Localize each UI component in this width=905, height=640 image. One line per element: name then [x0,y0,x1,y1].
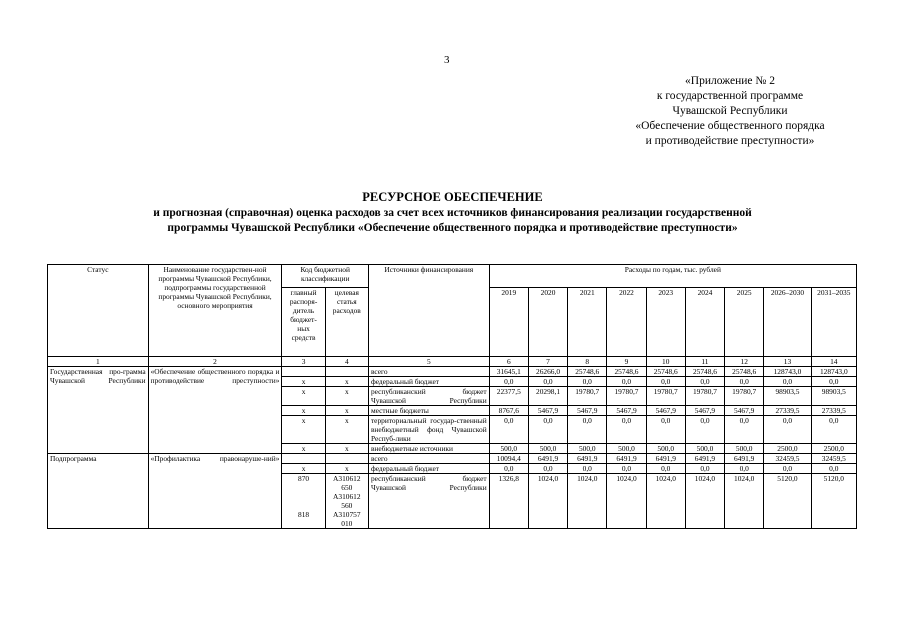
manager-code: 818 [298,510,310,519]
cell-value: 5120,0 [764,474,811,529]
cell-value: 1024,0 [528,474,567,529]
header-sources: Источники финансирования [368,265,489,357]
cell-value: 0,0 [568,416,607,444]
table-row [48,454,857,464]
cell-value: 0,0 [528,377,567,387]
cell-manager [282,474,325,529]
cell-source: местные бюджеты [368,406,489,416]
cell-value: 6491,9 [685,454,724,464]
cell-value: 0,0 [685,377,724,387]
cell-value: 0,0 [685,416,724,444]
column-number: 6 [489,357,528,367]
cell-source: республиканский бюджет Чувашской Республики [368,387,489,406]
cell-value: 0,0 [811,377,856,387]
appendix-line: «Приложение № 2 [685,75,775,87]
cell-value: 500,0 [607,444,646,454]
cell-manager [282,367,325,377]
cell-value: 0,0 [528,416,567,444]
target-code: 650 [341,483,353,492]
cell-value: 500,0 [489,444,528,454]
header-name: Наименование государствен-ной программы Чувашской Республики, подпрограммы государственной программы Чувашской Республики, основного мероприятия [148,265,282,357]
header-year: 2025 [725,288,764,357]
header-year: 2022 [607,288,646,357]
cell-value: 25748,6 [646,367,685,377]
cell-manager: x [282,406,325,416]
cell-value: 0,0 [811,416,856,444]
column-number: 10 [646,357,685,367]
cell-value: 500,0 [685,444,724,454]
resource-table [47,264,857,529]
appendix-line: и противодействие преступности» [645,135,815,147]
column-number: 7 [528,357,567,367]
cell-value: 0,0 [568,377,607,387]
cell-value: 0,0 [489,377,528,387]
cell-value: 0,0 [489,464,528,474]
cell-value: 20298,1 [528,387,567,406]
cell-value: 0,0 [685,464,724,474]
cell-value: 6491,9 [528,454,567,464]
column-number: 4 [325,357,368,367]
target-code: 010 [341,519,353,528]
cell-value: 1024,0 [725,474,764,529]
cell-value: 6491,9 [607,454,646,464]
column-number: 12 [725,357,764,367]
cell-value: 8767,6 [489,406,528,416]
cell-value: 0,0 [646,464,685,474]
cell-value: 0,0 [646,416,685,444]
cell-target: x [325,377,368,387]
cell-value: 98903,5 [764,387,811,406]
cell-source: федеральный бюджет [368,377,489,387]
cell-value: 0,0 [764,416,811,444]
header-budget-code: Код бюджетной классификации [282,265,369,288]
column-number: 8 [568,357,607,367]
cell-value: 98903,5 [811,387,856,406]
cell-value: 5467,9 [646,406,685,416]
header-year: 2026–2030 [764,288,811,357]
header-year: 2020 [528,288,567,357]
cell-value: 25748,6 [607,367,646,377]
cell-value: 25748,6 [568,367,607,377]
cell-target [325,454,368,464]
page-number: 3 [444,54,450,66]
column-number: 9 [607,357,646,367]
cell-target [325,474,368,529]
cell-target: x [325,464,368,474]
cell-target: x [325,406,368,416]
column-number: 14 [811,357,856,367]
cell-value: 0,0 [568,464,607,474]
cell-manager: x [282,416,325,444]
target-code: А310612 [333,474,361,483]
appendix-caption [590,74,870,149]
column-number: 3 [282,357,325,367]
cell-value: 5467,9 [685,406,724,416]
table-row [48,367,857,377]
manager-code: 870 [298,474,310,483]
header-manager: главный распоря-дитель бюджет-ных средств [282,288,325,357]
cell-value: 10094,4 [489,454,528,464]
cell-source: всего [368,454,489,464]
cell-value: 26266,0 [528,367,567,377]
cell-value: 500,0 [568,444,607,454]
cell-value: 19780,7 [607,387,646,406]
cell-value: 1024,0 [568,474,607,529]
cell-value: 22377,5 [489,387,528,406]
cell-value: 500,0 [646,444,685,454]
target-code: А310757 [333,510,361,519]
cell-value: 0,0 [489,416,528,444]
appendix-line: «Обеспечение общественного порядка [635,120,825,132]
cell-value: 25748,6 [685,367,724,377]
header-year: 2031–2035 [811,288,856,357]
cell-manager: x [282,387,325,406]
cell-target: x [325,416,368,444]
column-number: 5 [368,357,489,367]
cell-manager [282,454,325,464]
target-code: 560 [341,501,353,510]
cell-value: 6491,9 [646,454,685,464]
cell-value: 6491,9 [568,454,607,464]
header-target: целевая статья расходов [325,288,368,357]
column-number: 11 [685,357,724,367]
cell-value: 19780,7 [725,387,764,406]
header-year: 2021 [568,288,607,357]
cell-value: 32459,5 [764,454,811,464]
cell-value: 32459,5 [811,454,856,464]
cell-manager: x [282,444,325,454]
cell-value: 5467,9 [725,406,764,416]
header-status: Статус [48,265,149,357]
appendix-line: Чувашской Республики [672,105,788,117]
cell-value: 19780,7 [685,387,724,406]
subtitle-line: программы Чувашской Республики «Обеспечение общественного порядка и противодействие преступности» [167,222,738,234]
cell-value: 5467,9 [528,406,567,416]
cell-value: 500,0 [725,444,764,454]
column-number: 13 [764,357,811,367]
cell-source: всего [368,367,489,377]
cell-value: 0,0 [764,464,811,474]
cell-value: 1024,0 [646,474,685,529]
cell-value: 0,0 [607,416,646,444]
cell-value: 5467,9 [607,406,646,416]
cell-value: 1024,0 [607,474,646,529]
cell-value: 2500,0 [811,444,856,454]
cell-value: 0,0 [725,377,764,387]
cell-value: 0,0 [646,377,685,387]
cell-value: 0,0 [607,377,646,387]
cell-value: 19780,7 [568,387,607,406]
subprogram-status: Подпрограмма [48,454,149,529]
document-title: РЕСУРСНОЕ ОБЕСПЕЧЕНИЕ [362,190,543,204]
cell-value: 500,0 [528,444,567,454]
cell-value: 5467,9 [568,406,607,416]
document-subtitle [40,206,865,236]
cell-target: x [325,387,368,406]
cell-target: x [325,444,368,454]
cell-value: 128743,0 [811,367,856,377]
cell-source: внебюджетные источники [368,444,489,454]
header-expenses: Расходы по годам, тыс. рублей [489,265,856,288]
program-name: «Обеспечение общественного порядка и противодействие преступности» [148,367,282,454]
target-code: А310612 [333,492,361,501]
cell-value: 1024,0 [685,474,724,529]
cell-value: 31645,1 [489,367,528,377]
subprogram-name: «Профилактика правонаруше-ний» [148,454,282,529]
cell-manager: x [282,377,325,387]
cell-value: 5120,0 [811,474,856,529]
program-status: Государственная про-грамма Чувашской Республики [48,367,149,454]
cell-value: 0,0 [528,464,567,474]
cell-value: 0,0 [725,416,764,444]
header-year: 2023 [646,288,685,357]
cell-source: территориальный государ-ственный внебюджетный фонд Чувашской Респуб-лики [368,416,489,444]
cell-value: 27339,5 [811,406,856,416]
subtitle-line: и прогнозная (справочная) оценка расходов за счет всех источников финансирования реализации государственной [153,207,752,219]
cell-value: 25748,6 [725,367,764,377]
cell-value: 0,0 [811,464,856,474]
cell-manager: x [282,464,325,474]
cell-value: 19780,7 [646,387,685,406]
cell-value: 6491,9 [725,454,764,464]
cell-value: 27339,5 [764,406,811,416]
column-number: 1 [48,357,149,367]
cell-value: 128743,0 [764,367,811,377]
cell-value: 2500,0 [764,444,811,454]
header-year: 2024 [685,288,724,357]
cell-source: республиканский бюджет Чувашской Республики [368,474,489,529]
cell-value: 0,0 [764,377,811,387]
cell-value: 0,0 [607,464,646,474]
header-year: 2019 [489,288,528,357]
column-number: 2 [148,357,282,367]
cell-value: 0,0 [725,464,764,474]
cell-value: 1326,8 [489,474,528,529]
cell-target [325,367,368,377]
appendix-line: к государственной программе [656,90,804,102]
cell-source: федеральный бюджет [368,464,489,474]
